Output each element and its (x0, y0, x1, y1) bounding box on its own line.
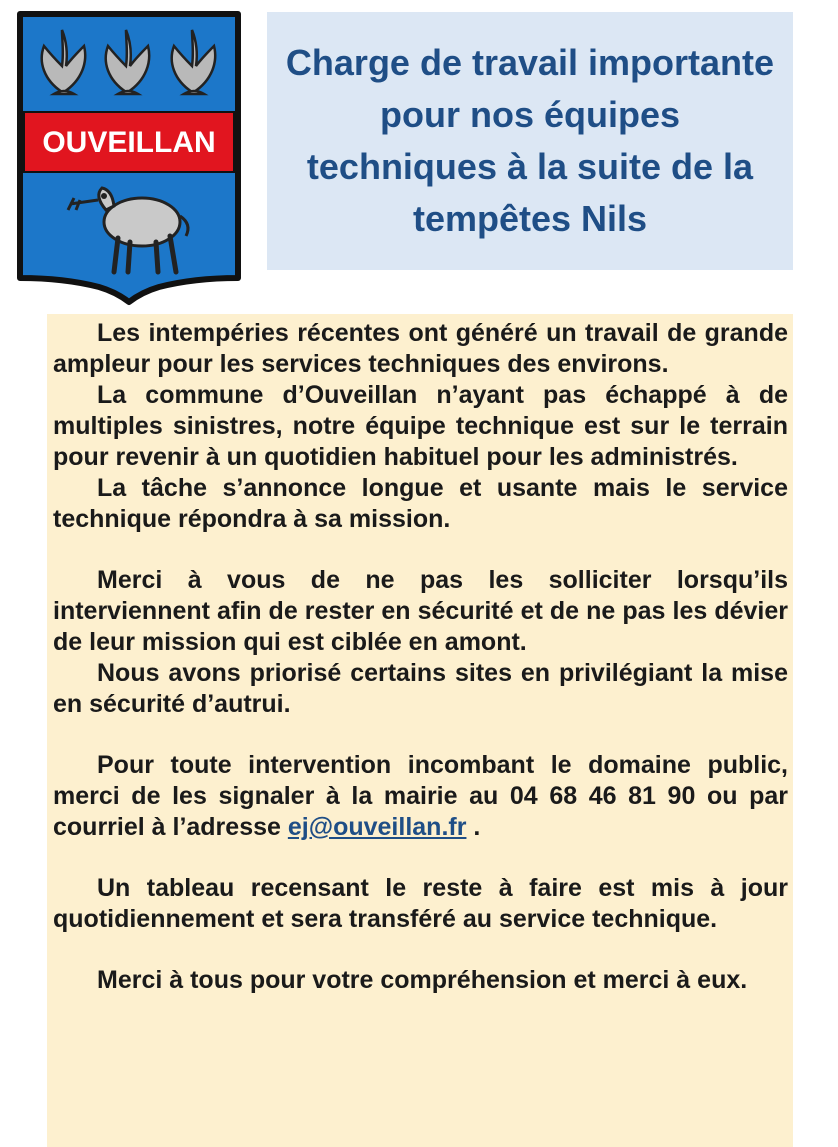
email-link[interactable]: ej@ouveillan.fr (287, 813, 467, 841)
article-body (53, 318, 788, 996)
paragraph-gap (53, 935, 788, 965)
article-body-panel (47, 314, 793, 1147)
paragraph-damage: Les intempéries récentes ont généré un travail de grande ampleur pour les services techniques des environs. (53, 319, 788, 378)
paragraph-gap (53, 535, 788, 565)
ouveillan-coat-of-arms (14, 10, 244, 306)
paragraph-gap (53, 720, 788, 750)
paragraph-thanks: Merci à tous pour votre compréhension et merci à eux. (97, 966, 748, 994)
paragraph-contact (53, 750, 788, 843)
paragraph-gap (53, 843, 788, 873)
paragraph-priorities: Nous avons priorisé certains sites en privilégiant la mise en sécurité d’autrui. (53, 659, 788, 718)
contact-period: . (473, 813, 481, 841)
paragraph-commune: La commune d’Ouveillan n’ayant pas échappé à de multiples sinistres, notre équipe technique est sur le terrain pour revenir à un quotidien habituel pour les administrés. (53, 381, 788, 471)
article-title: Charge de travail importante pour nos équipes techniques à la suite de la tempêtes Nils (285, 42, 775, 239)
title-panel (267, 12, 793, 270)
paragraph-do-not-solicit: Merci à vous de ne pas les solliciter lorsqu’ils interviennent afin de rester en sécurité et de ne pas les dévier de leur mission qui est ciblée en amont. (53, 566, 788, 656)
crest-town-name: OUVEILLAN (42, 126, 216, 159)
paragraph-tracking-table: Un tableau recensant le reste à faire est mis à jour quotidiennement et sera transféré au service technique. (53, 874, 788, 933)
paragraph-task: La tâche s’annonce longue et usante mais le service technique répondra à sa mission. (53, 474, 788, 533)
contact-text: Pour toute intervention incombant le domaine public, merci de les signaler à la mairie au 04 68 46 81 90 ou par courriel à l’adresse (53, 751, 788, 841)
shield-emblem (14, 10, 244, 306)
